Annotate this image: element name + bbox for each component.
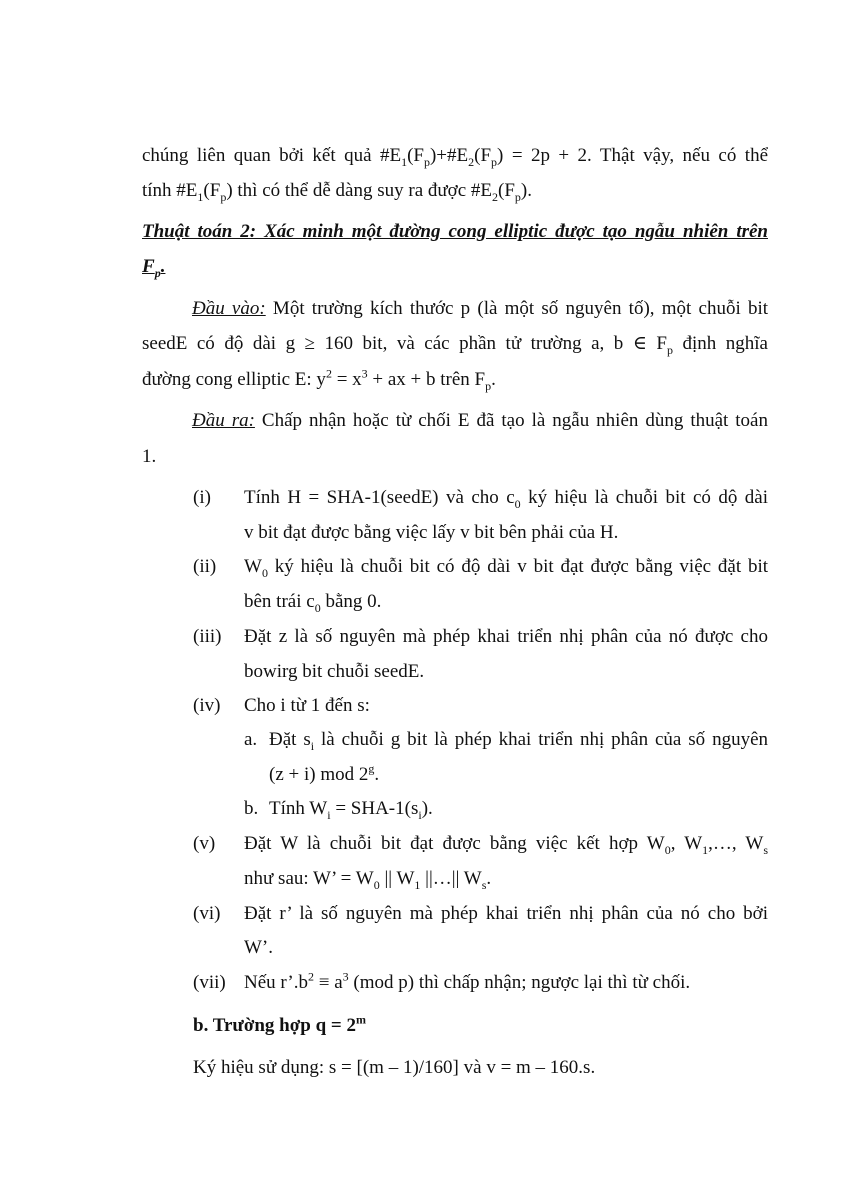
step-text-cont: v bit đạt được bằng việc lấy v bit bên phải của H. [244, 522, 619, 543]
step-number: (i) [193, 487, 211, 508]
step-number: (vi) [193, 903, 221, 924]
intro-line-2: tính $\#E_1(F_p)$ thì có thể dễ dàng suy ra được $\#E_2(F_p)$. [142, 180, 532, 204]
step-number: (iii) [193, 626, 222, 647]
output-label: Đầu ra: [192, 410, 255, 431]
algorithm-heading: Thuật toán 2: Xác minh một đường cong elliptic được tạo ngẫu nhiên trên [142, 221, 768, 242]
step-text: Đặt W là chuỗi bit đạt được bằng việc kết hợp $W_0$, $W_1,\dots$, $W_s$ [244, 833, 769, 857]
substep-text: Tính $W_i = SHA-1(s_i)$. [269, 798, 433, 822]
substep-text: Đặt $s_i$ là chuỗi g bit là phép khai triển nhị phân của số nguyên [269, 729, 769, 753]
step-text: Đặt z là số nguyên mà phép khai triển nhị phân của nó được cho [244, 626, 768, 647]
section-b-notation: Ký hiệu sử dụng: s = [(m – 1)/160] và v = m – 160.s. [193, 1057, 596, 1078]
substep-label: a. [244, 729, 258, 750]
intro-line-1: chúng liên quan bởi kết quả $\#E_1(F_p)+\#E_2(F_p) = 2p + 2$. Thật vậy, nếu có thể [142, 145, 769, 169]
step-number: (iv) [193, 695, 221, 716]
step-text: Đặt r’ là số nguyên mà phép khai triển nhị phân của nó cho bởi [244, 903, 768, 924]
output-line-1: Đầu ra: Chấp nhận hoặc từ chối E đã tạo là ngẫu nhiên dùng thuật toán [192, 410, 768, 431]
step-text: Nếu $r’.b^2 \equiv a^3$ (mod p) thì chấp nhận; ngược lại thì từ chối. [244, 969, 691, 993]
substep-label: b. [244, 798, 259, 819]
step-number: (v) [193, 833, 216, 854]
section-b-title: b. Trường hợp $q = 2^m$ [193, 1012, 366, 1036]
step-number: (ii) [193, 556, 217, 577]
step-text-cont: bowirg bit chuỗi seedE. [244, 661, 425, 682]
input-line-1: Đầu vào: Một trường kích thước p (là một số nguyên tố), một chuỗi bit [192, 298, 769, 319]
step-text: Cho i từ 1 đến s: [244, 695, 370, 716]
input-line-2: seedE có độ dài g ≥ 160 bit, và các phần tử trường a, b ∈ $F_p$ định nghĩa [142, 333, 768, 357]
output-line-2: 1. [142, 446, 157, 467]
step-text: $W_0$ ký hiệu là chuỗi bit có độ dài v bit đạt được bằng việc đặt bit [244, 556, 768, 580]
step-text: Tính H = SHA-1(seedE) và cho $c_0$ ký hiệu là chuỗi bit có dộ dài [244, 487, 768, 511]
step-number: (vii) [193, 972, 226, 993]
substep-text-cont: (z + i) mod 2$^g$. [269, 761, 380, 785]
step-text-cont: như sau: W’ = $W_0$ || $W_1$ ||…|| $W_s$. [244, 868, 492, 892]
algorithm-heading-field: $F_p$. [142, 256, 166, 280]
input-line-3: đường cong elliptic E: $y^2 = x^3$ + ax + b trên $F_p$. [142, 366, 496, 393]
input-label: Đầu vào: [192, 298, 266, 319]
step-text-cont: bên trái $c_0$ bằng 0. [244, 591, 382, 615]
step-text-cont: W’. [244, 937, 274, 958]
